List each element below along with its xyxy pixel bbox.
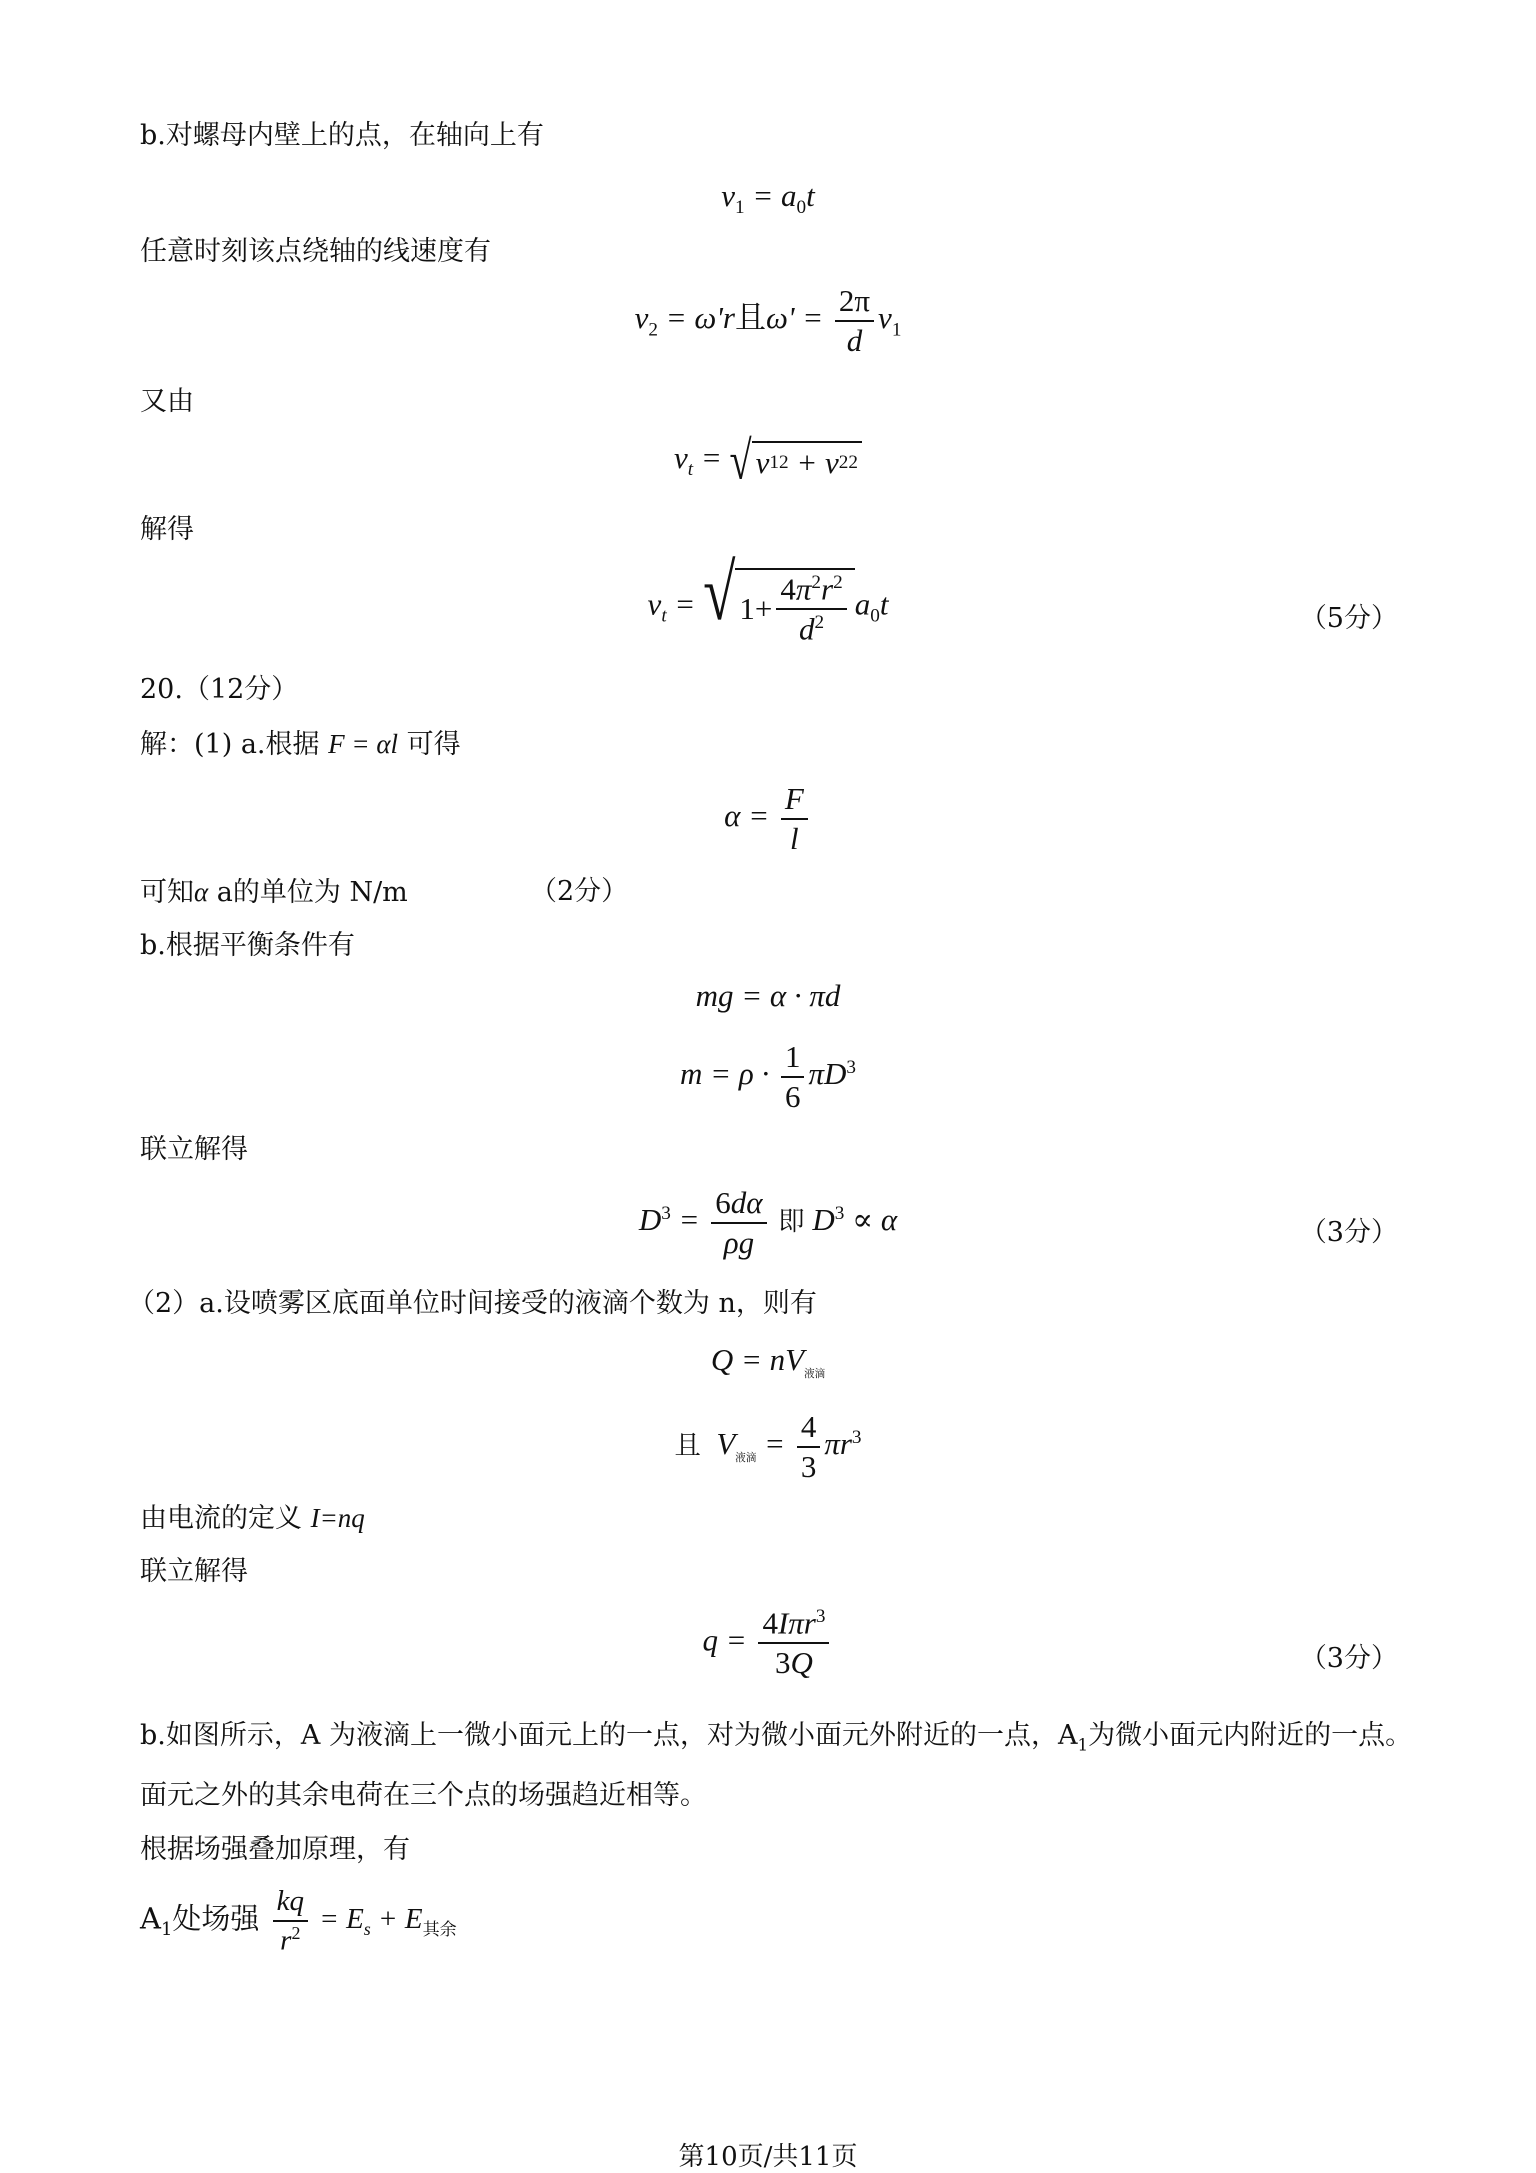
text-line: b.根据平衡条件有 [140,930,355,961]
score-label: （3分） [1299,1217,1398,1248]
text-line: 任意时刻该点绕轴的线速度有 [140,236,491,267]
formula-inline: α [194,877,209,907]
text-line: 根据场强叠加原理，有 [140,1834,410,1865]
formula-vt-result: $v_t$ = √ 1+ $\frac{4\pi^2r^2}{d^2}$ $a_0t$ [647,548,889,647]
formula-vt: $v_t$ = √ v 1 2 + v 2 2 [0,440,1536,481]
text-span: a的单位为 N/m [216,877,408,908]
formula-alpha: α = $\frac{F}{l}$ [0,782,1536,856]
text-line [140,874,408,911]
score-label: （2分） [530,876,629,907]
formula-text: 且 [734,300,766,336]
page-footer: 第10页/共11页 [678,2142,858,2172]
formula-q-result: q = $\frac{4I\pi r^3}{3Q}$ [0,1606,1536,1681]
formula-text: 且 [674,1431,701,1461]
text-line: 又由 [140,386,194,417]
formula-d3: $D^3$ = $\frac{6d\alpha}{\rho g}$ 即 $D^3 \propto \alpha$ [638,1185,898,1261]
score-label: （3分） [1299,1643,1398,1674]
text-span: b.如图所示，A 为液滴上一微小面元上的一点，对为微小面元外附近的一点，A [140,1720,1078,1751]
formula-v2: $v_2 = \omega'r$且ω' = $\frac{2\pi}{d}$ $v_1$ [634,283,902,359]
text-line [140,726,461,763]
text-span: 由电流的定义 [140,1503,302,1534]
text-line [140,1500,365,1537]
formula-q: $Q = nV_{液滴}$ [710,1342,826,1381]
formula-inline: F = αl [328,729,398,759]
text-span: 可知 [140,877,194,908]
formula-inline: I=nq [310,1503,365,1533]
formula-text: 液滴 [735,1452,757,1465]
text-sub: 1 [160,1919,173,1941]
score-label: （5分） [1299,603,1398,634]
text-span: 可得 [406,729,461,760]
formula-text: 其余 [422,1920,457,1941]
formula-text: 即 [778,1207,805,1237]
text-span: A [140,1901,161,1936]
formula-v-drop: 且 $V_{液滴}$ = $\frac{4}{3}$ $\pi r^3$ [674,1409,862,1485]
formula-mg: mg = α · πd [695,978,841,1013]
text-line [140,1718,1412,1762]
formula-m: m = ρ · $\frac{1}{6}$ $\pi D^3$ [680,1039,856,1115]
text-line-formula: $A_1$处场强 $\frac{kq}{r^2}$ = $E_s + E_{其余}$ [140,1885,457,1957]
text-sub: 1 [1077,1734,1089,1755]
text-line: b.对螺母内壁上的点，在轴向上有 [140,120,544,151]
question-heading: 20.（12分） [140,674,299,705]
text-span: 解：(1) a.根据 [140,729,320,760]
text-line: （2）a.设喷雾区底面单位时间接受的液滴个数为 n，则有 [128,1288,817,1319]
formula-v1: $v_1 = a_0t$ [721,178,815,219]
text-line: 联立解得 [140,1134,248,1165]
text-line: 解得 [140,514,194,545]
text-span: 处场强 [172,1901,260,1936]
formula-text: 液滴 [804,1368,826,1381]
text-span: 为微小面元内附近的一点。 [1088,1720,1413,1751]
text-line: 联立解得 [140,1556,248,1587]
text-line: 面元之外的其余电荷在三个点的场强趋近相等。 [140,1780,707,1811]
